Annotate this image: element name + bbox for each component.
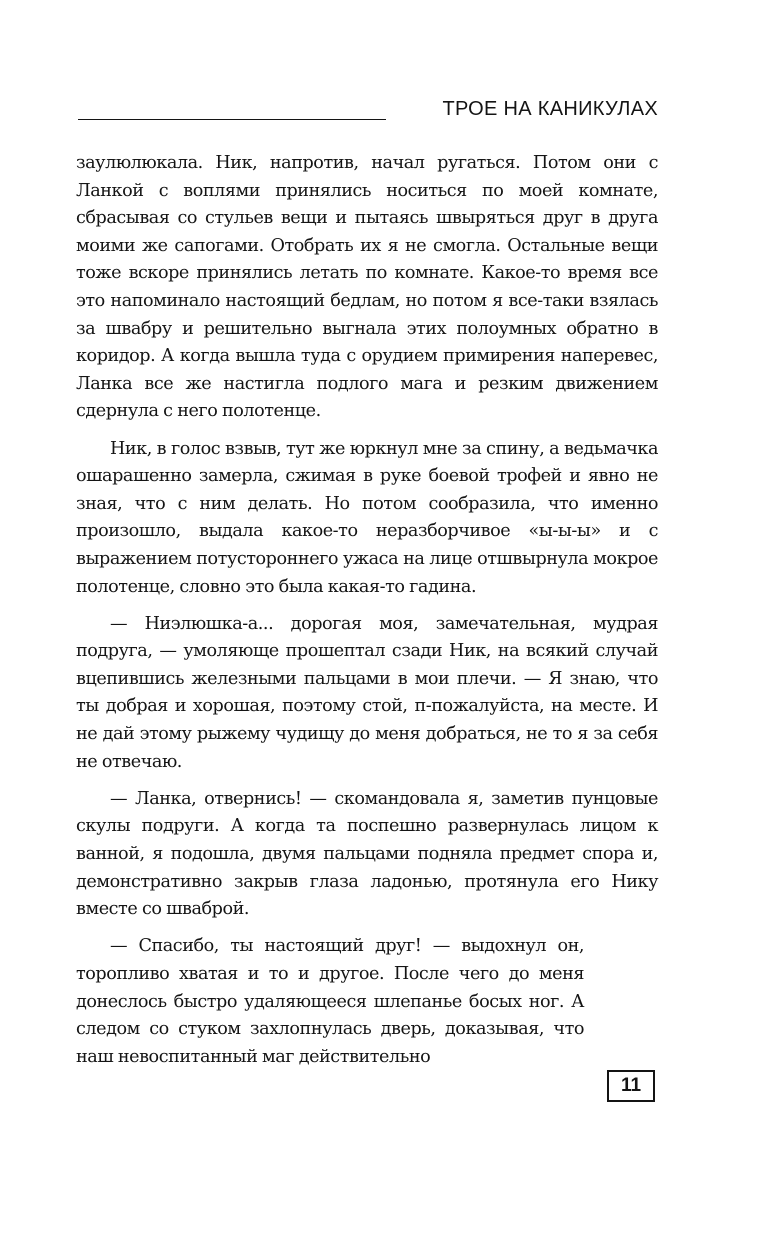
header-rule <box>78 119 386 120</box>
paragraph-5: — Спасибо, ты настоящий друг! — выдохнул он, торопливо хватая и то и другое. После чего до меня донеслось быстро удаляющееся шлепанье босых ног. А следом со стуком захлопнулась дверь, доказывая, что наш невоспитанный маг действительно <box>76 936 584 1067</box>
paragraph-1: заулюлюкала. Ник, напротив, начал ругаться. Потом они с Ланкой с воплями принялись носиться по моей комнате, сбрасывая со стульев вещи и пытаясь швыряться друг в друга моими же сапогами. Отобрать их я не смогла. Остальные вещи тоже вскоре принялись летать по комнате. Какое-то время все это напоминало настоящий бедлам, но потом я все-таки взялась за швабру и решительно выгнала этих полоумных обратно в коридор. А когда вышла туда с орудием примирения наперевес, Ланка все же настигла подлого мага и резким движением сдернула с него полотенце. <box>76 153 658 422</box>
body-text <box>76 150 658 1071</box>
page-header <box>78 96 658 122</box>
page-number: 11 <box>607 1070 655 1102</box>
paragraph-2: Ник, в голос взвыв, тут же юркнул мне за спину, а ведьмачка ошарашенно замерла, сжимая в руке боевой трофей и явно не зная, что с ним делать. Но потом сообразила, что именно произошло, выдала какое-то неразборчивое «ы-ы-ы» и с выражением потустороннего ужаса на лице отшвырнула мокрое полотенце, словно это была какая-то гадина. <box>76 438 658 597</box>
paragraph-3: — Ниэлюшка-а... дорогая моя, замечательная, мудрая подруга, — умоляюще прошептал сзади Ник, на всякий случай вцепившись железными пальцами в мои плечи. — Я знаю, что ты добрая и хорошая, поэтому стой, п-пожалуйста, на месте. И не дай этому рыжему чудищу до меня добраться, не то я за себя не отвечаю. <box>76 613 658 772</box>
paragraph-4: — Ланка, отвернись! — скомандовала я, заметив пунцовые скулы подруги. А когда та поспешно развернулась лицом к ванной, я подошла, двумя пальцами подняла предмет спора и, демонстративно закрыв глаза ладонью, протянула его Нику вместе со шваброй. <box>76 788 658 920</box>
running-head-title: ТРОЕ НА КАНИКУЛАХ <box>442 98 658 120</box>
